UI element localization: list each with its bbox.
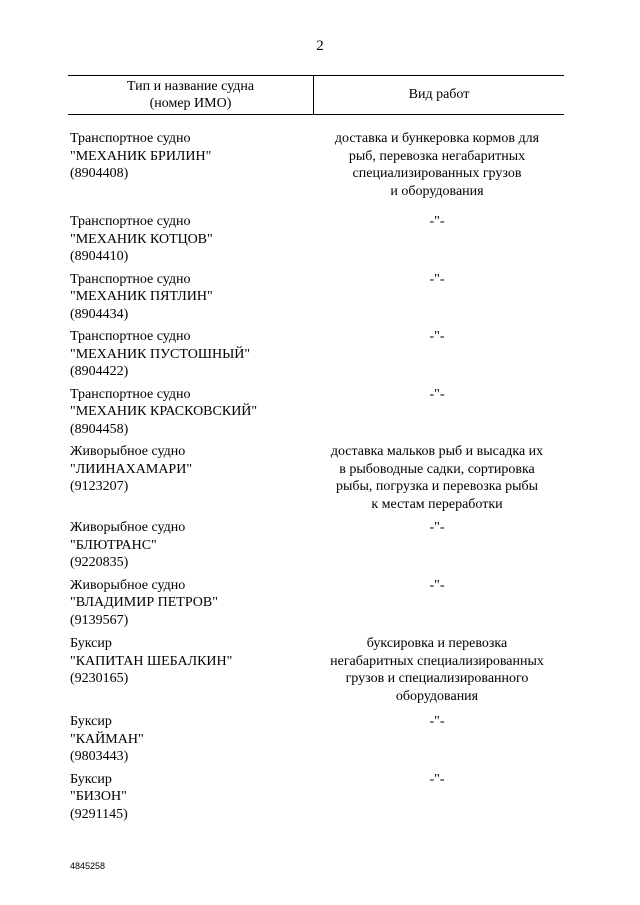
work-text-line: грузов и специализированного [345, 671, 529, 686]
vessel-type: Транспортное судно [70, 386, 191, 402]
vessel-cell [70, 443, 310, 513]
table-row [70, 213, 564, 266]
vessel-type: Живорыбное судно [70, 577, 186, 593]
table-row [70, 130, 564, 200]
vessel-type: Буксир [70, 714, 112, 729]
vessel-imo: (9291145) [70, 806, 128, 822]
header-vessel-column [68, 78, 313, 112]
vessel-cell [70, 577, 310, 630]
work-text-line: -"- [429, 386, 445, 402]
vessel-cell [70, 386, 310, 439]
vessel-type: Транспортное судно [70, 271, 191, 287]
table-row [70, 519, 564, 572]
vessel-cell [70, 271, 310, 324]
table-row [70, 328, 564, 381]
work-text-line: рыбы, погрузка и перевозка рыбы [335, 479, 538, 494]
table-header [68, 75, 564, 115]
vessel-type: Буксир [70, 636, 112, 651]
work-text-line: -"- [429, 271, 445, 287]
vessel-name: "МЕХАНИК БРИЛИН" [70, 148, 212, 164]
work-text-line: рыб, перевозка негабаритных [348, 148, 526, 164]
vessel-cell [70, 635, 310, 705]
vessel-imo: (9220835) [70, 555, 129, 570]
work-text-line: в рыбоводные садки, сортировка [339, 461, 535, 477]
work-text-line: -"- [429, 329, 445, 344]
vessel-imo: (8904408) [70, 166, 129, 181]
work-cell [310, 519, 564, 572]
work-cell [310, 713, 564, 766]
work-cell [310, 130, 564, 200]
work-text-line: доставка мальков рыб и высадка их [330, 444, 544, 459]
header-imo-label: (номер ИМО) [149, 96, 232, 111]
vessel-imo: (9139567) [70, 612, 129, 628]
vessel-cell [70, 771, 310, 824]
vessel-type: Транспортное судно [70, 131, 191, 146]
vessel-type: Живорыбное судно [70, 520, 186, 535]
page-number: 2 [316, 38, 324, 54]
work-cell [310, 443, 564, 513]
vessel-name: "БИЗОН" [70, 789, 127, 804]
work-text-line: специализированных грузов [352, 166, 522, 181]
vessel-name: "КАЙМАН" [70, 731, 144, 747]
vessel-name: "МЕХАНИК ПЯТЛИН" [70, 289, 213, 304]
vessel-table-body [70, 130, 564, 828]
work-text-line: -"- [429, 214, 445, 229]
vessel-type: Транспортное судно [70, 329, 191, 344]
vessel-name: "ЛИИНАХАМАРИ" [70, 461, 193, 477]
vessel-imo: (9230165) [70, 671, 129, 686]
vessel-cell [70, 519, 310, 572]
vessel-cell [70, 213, 310, 266]
vessel-imo: (8904410) [70, 249, 129, 264]
work-text-line: -"- [429, 771, 445, 787]
vessel-type: Буксир [70, 771, 112, 787]
work-cell [310, 577, 564, 630]
vessel-imo: (9123207) [70, 479, 129, 494]
table-row [70, 443, 564, 513]
work-cell [310, 386, 564, 439]
table-row [70, 635, 564, 705]
vessel-name: "МЕХАНИК КРАСКОВСКИЙ" [70, 404, 258, 419]
vessel-cell [70, 328, 310, 381]
work-text-line: к местам переработки [371, 496, 503, 512]
work-text-line: -"- [429, 577, 445, 593]
work-cell [310, 271, 564, 324]
vessel-name: "МЕХАНИК ПУСТОШНЫЙ" [70, 346, 251, 362]
table-row [70, 771, 564, 824]
work-text-line: негабаритных специализированных [330, 653, 544, 669]
work-text-line: -"- [429, 714, 445, 729]
vessel-name: "МЕХАНИК КОТЦОВ" [70, 231, 213, 247]
work-text-line: -"- [429, 520, 445, 535]
table-row [70, 713, 564, 766]
vessel-name: "БЛЮТРАНС" [70, 537, 157, 553]
work-text-line: оборудования [395, 688, 479, 704]
table-row [70, 386, 564, 439]
vessel-imo: (8904458) [70, 421, 129, 437]
vessel-cell [70, 713, 310, 766]
work-cell [310, 328, 564, 381]
vessel-imo: (9803443) [70, 749, 129, 764]
vessel-name: "ВЛАДИМИР ПЕТРОВ" [70, 595, 218, 610]
vessel-cell [70, 130, 310, 200]
table-row [70, 271, 564, 324]
vessel-imo: (8904434) [70, 306, 129, 322]
work-cell [310, 771, 564, 824]
document-code: 4845258 [70, 861, 106, 871]
vessel-type: Живорыбное судно [70, 444, 186, 459]
header-work-label: Вид работ [408, 87, 470, 102]
vessel-type: Транспортное судно [70, 214, 191, 229]
work-text-line: доставка и бункеровка кормов для [334, 131, 540, 146]
work-text-line: и оборудования [390, 183, 484, 199]
work-cell [310, 213, 564, 266]
table-row [70, 577, 564, 630]
work-cell [310, 635, 564, 705]
header-vessel-label: Тип и название судна [126, 79, 255, 94]
vessel-imo: (8904422) [70, 364, 129, 379]
vessel-name: "КАПИТАН ШЕБАЛКИН" [70, 653, 233, 669]
work-text-line: буксировка и перевозка [366, 636, 508, 651]
